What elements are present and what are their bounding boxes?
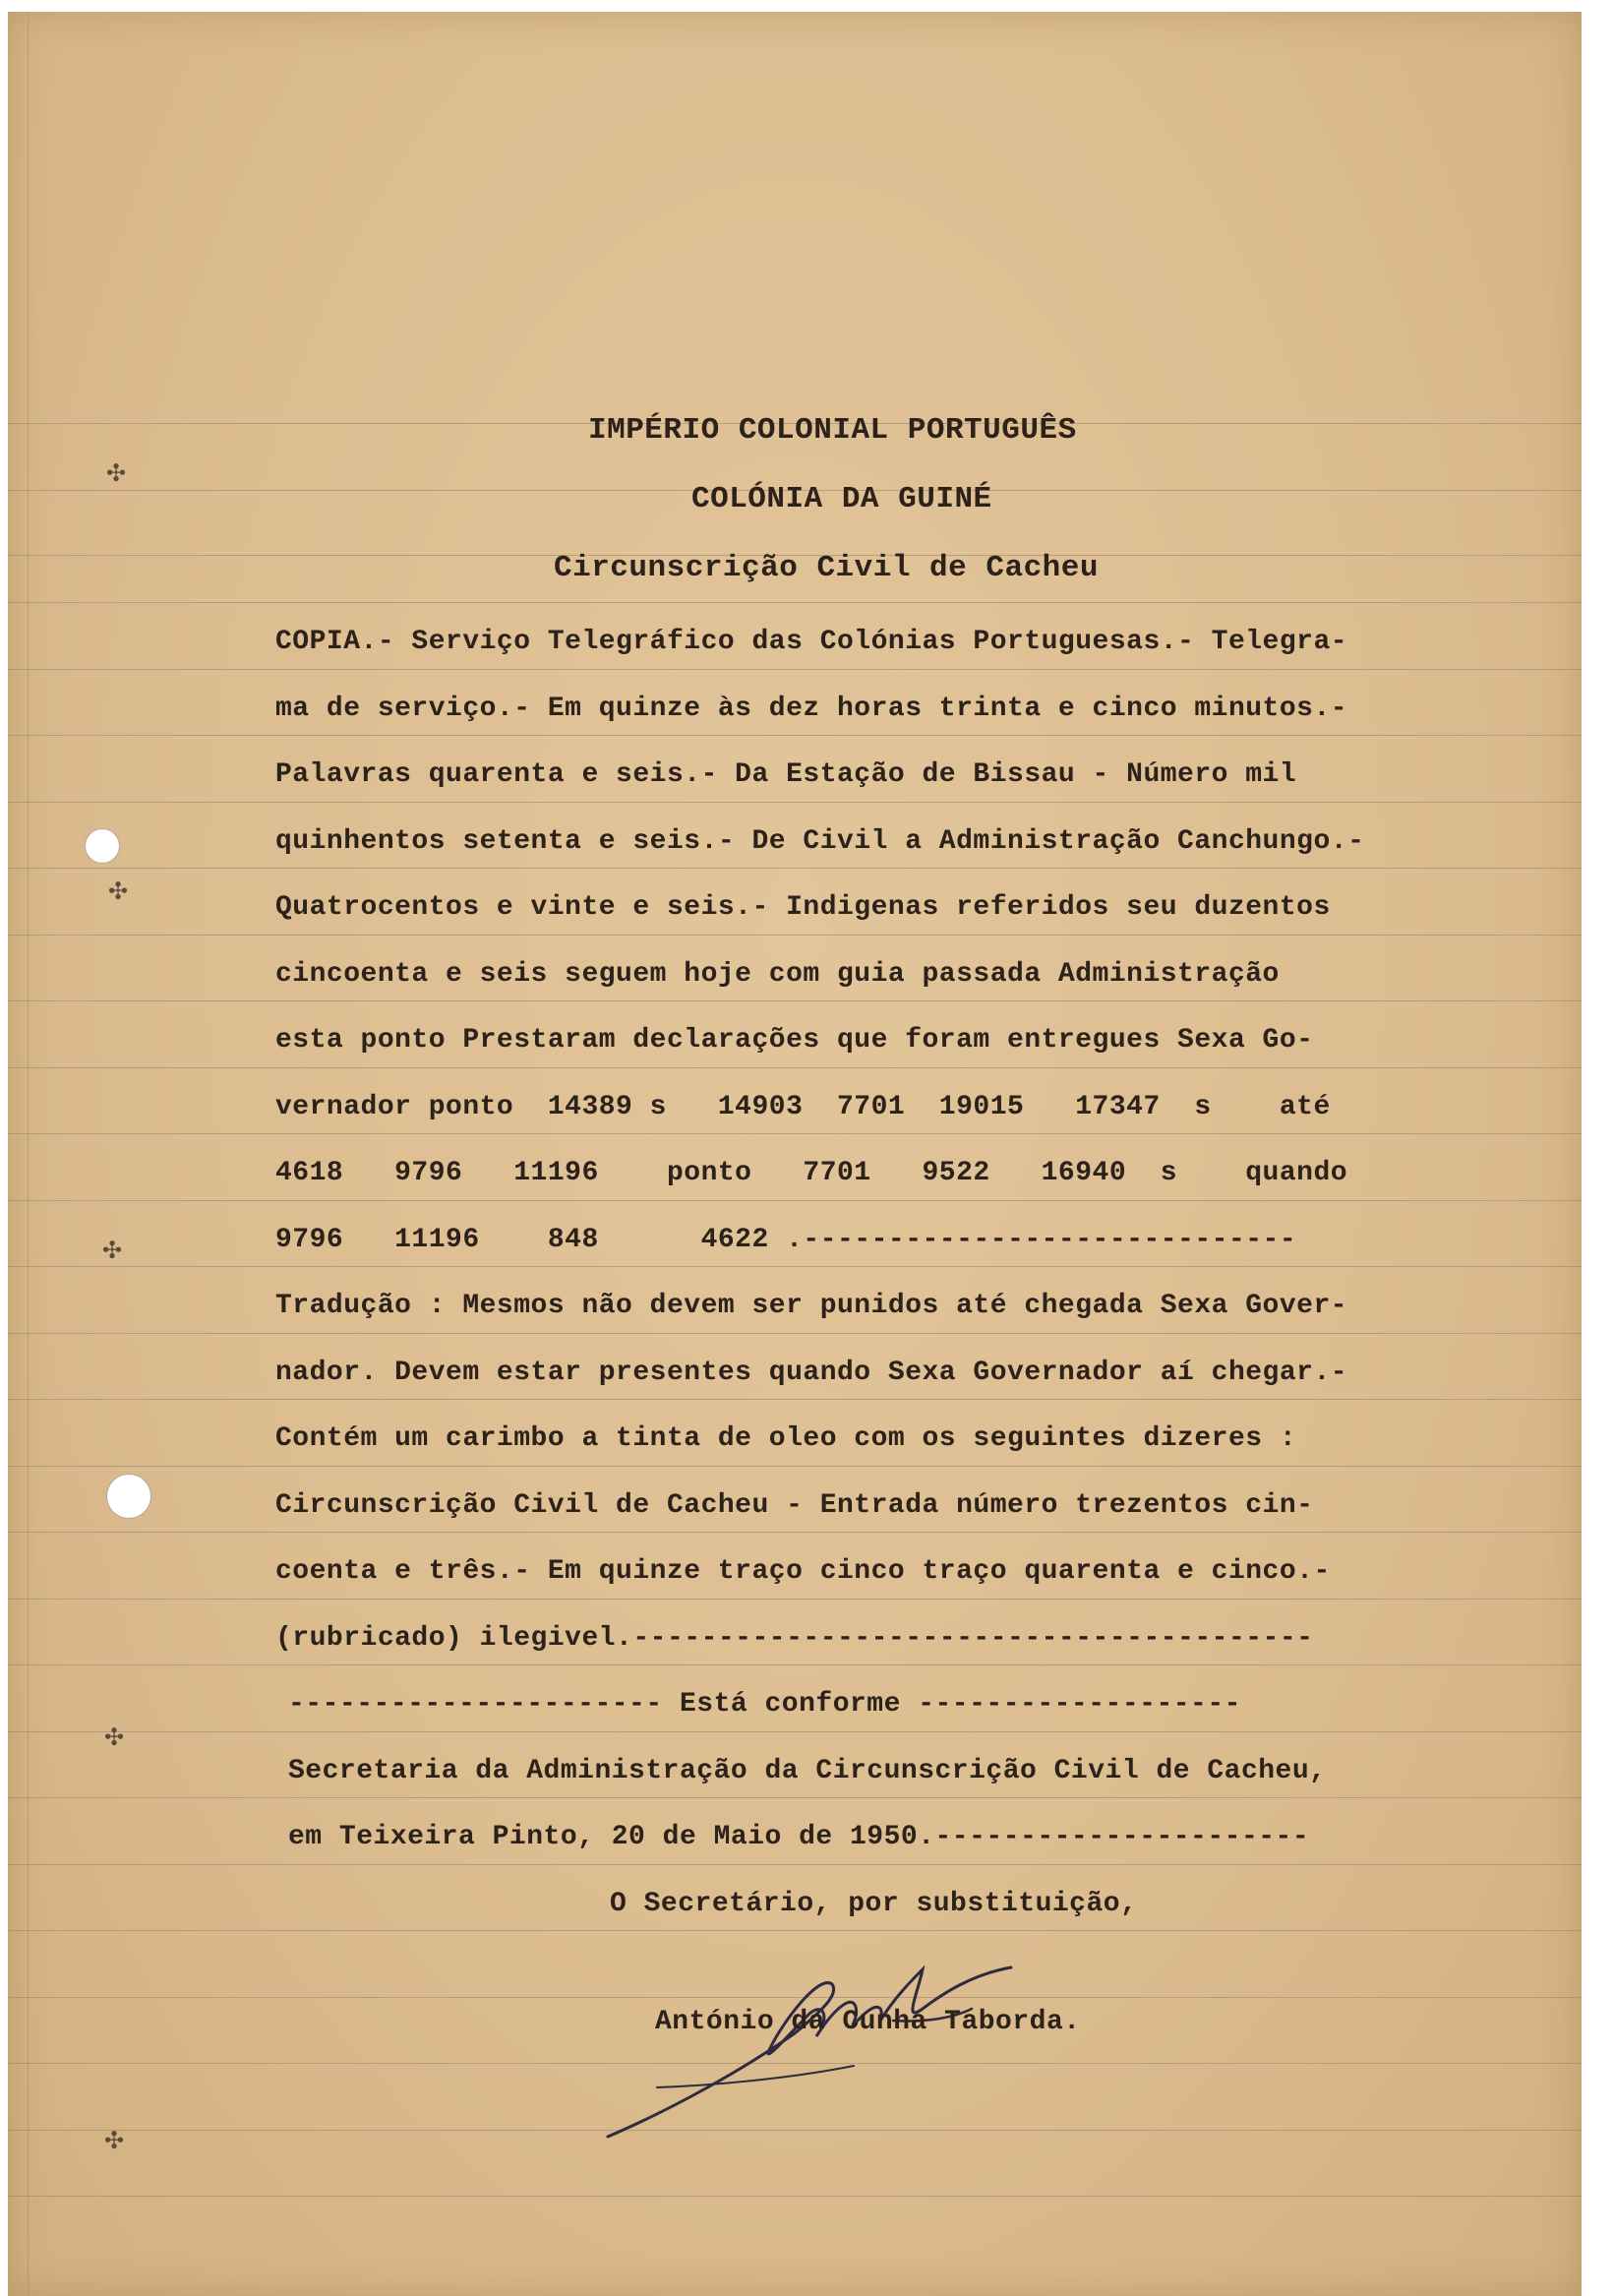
body-line: Circunscrição Civil de Cacheu - Entrada número trezentos cin-	[275, 1490, 1314, 1521]
header-colony: COLÓNIA DA GUINÉ	[691, 482, 992, 516]
document-sheet	[8, 12, 1582, 2296]
ruled-line	[8, 1067, 1582, 1068]
body-line: Palavras quarenta e seis.- Da Estação de Bissau - Número mil	[275, 759, 1297, 790]
ruled-line	[8, 669, 1582, 670]
signoff-role: O Secretário, por substituição,	[610, 1889, 1138, 1919]
ruled-line	[8, 868, 1582, 869]
ruled-line	[8, 602, 1582, 603]
ruled-line	[8, 1266, 1582, 1267]
ruled-line	[8, 1532, 1582, 1533]
margin-line	[28, 12, 29, 2296]
ruled-line	[8, 1731, 1582, 1732]
ruled-line	[8, 2196, 1582, 2197]
ruled-line	[8, 935, 1582, 936]
closing-line: Secretaria da Administração da Circunscrição Civil de Cacheu,	[288, 1756, 1327, 1786]
ruled-line	[8, 1466, 1582, 1467]
ruled-line	[8, 1333, 1582, 1334]
header-empire: IMPÉRIO COLONIAL PORTUGUÊS	[588, 413, 1077, 448]
ruled-line	[8, 1599, 1582, 1600]
ruled-line	[8, 1000, 1582, 1001]
tack-mark-icon: ✣	[104, 2127, 125, 2154]
body-line: nador. Devem estar presentes quando Sexa Governador aí chegar.-	[275, 1358, 1348, 1388]
body-line: Tradução : Mesmos não devem ser punidos até chegada Sexa Gover-	[275, 1291, 1348, 1321]
body-line: ma de serviço.- Em quinze às dez horas trinta e cinco minutos.-	[275, 694, 1348, 724]
ruled-line	[8, 1664, 1582, 1665]
ruled-line	[8, 802, 1582, 803]
ruled-line	[8, 1864, 1582, 1865]
ruled-line	[8, 1399, 1582, 1400]
tack-mark-icon: ✣	[104, 1723, 125, 1751]
body-line: 4618 9796 11196 ponto 7701 9522 16940 s quando	[275, 1158, 1348, 1188]
body-line: cincoenta e seis seguem hoje com guia passada Administração	[275, 959, 1280, 990]
body-line: (rubricado) ilegivel.----------------------------------------	[275, 1623, 1314, 1654]
punch-hole	[85, 828, 120, 864]
punch-hole	[106, 1474, 151, 1519]
handwritten-signature	[598, 1940, 1050, 2156]
ruled-line	[8, 1133, 1582, 1134]
body-line: quinhentos setenta e seis.- De Civil a Administração Canchungo.-	[275, 826, 1365, 857]
signoff-name: António da Cunha Taborda.	[655, 2007, 1081, 2037]
body-line: Contém um carimbo a tinta de oleo com os seguintes dizeres :	[275, 1423, 1297, 1454]
header-district: Circunscrição Civil de Cacheu	[554, 551, 1099, 585]
closing-line: em Teixeira Pinto, 20 de Maio de 1950.----------------------	[288, 1822, 1310, 1852]
body-line: Quatrocentos e vinte e seis.- Indigenas referidos seu duzentos	[275, 892, 1331, 923]
ruled-line	[8, 1200, 1582, 1201]
body-line: COPIA.- Serviço Telegráfico das Colónias Portuguesas.- Telegra-	[275, 627, 1348, 657]
ruled-line	[8, 1797, 1582, 1798]
ruled-line	[8, 1930, 1582, 1931]
tack-mark-icon: ✣	[108, 877, 129, 905]
body-line: vernador ponto 14389 s 14903 7701 19015 17347 s até	[275, 1092, 1331, 1122]
tack-mark-icon: ✣	[106, 459, 127, 487]
tack-mark-icon: ✣	[102, 1237, 123, 1264]
body-line: 9796 11196 848 4622 .-----------------------------	[275, 1225, 1297, 1255]
conformity-line: ---------------------- Está conforme -------------------	[288, 1689, 1241, 1720]
ruled-line	[8, 735, 1582, 736]
body-line: coenta e três.- Em quinze traço cinco traço quarenta e cinco.-	[275, 1556, 1331, 1587]
body-line: esta ponto Prestaram declarações que foram entregues Sexa Go-	[275, 1025, 1314, 1056]
